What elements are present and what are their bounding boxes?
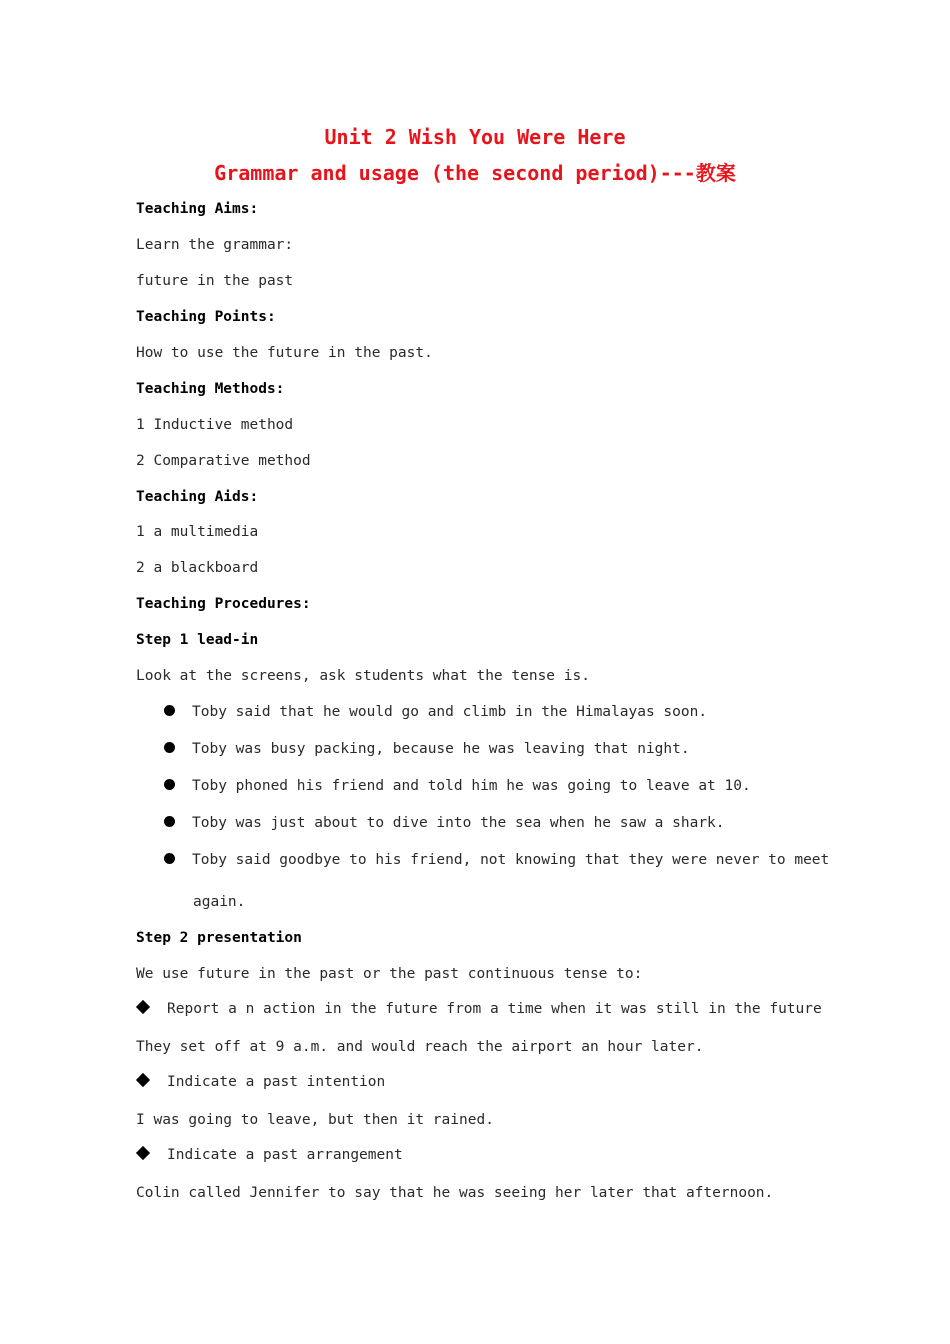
- procedures-heading: Teaching Procedures:: [136, 596, 311, 612]
- step1-bullet: [164, 739, 690, 759]
- aims-item: Learn the grammar:: [136, 237, 294, 253]
- step1-bullet-continuation: again.: [193, 894, 246, 910]
- bullet-dot-icon: [164, 853, 175, 864]
- step2-heading: Step 2 presentation: [136, 930, 302, 946]
- bullet-dot-icon: [164, 816, 175, 827]
- step1-bullet: [164, 702, 707, 722]
- step2-intro: We use future in the past or the past continuous tense to:: [136, 966, 643, 982]
- bullet-dot-icon: [164, 779, 175, 790]
- step1-bullet-text: Toby was busy packing, because he was leaving that night.: [192, 741, 690, 757]
- diamond-bullet-icon: [136, 1000, 150, 1014]
- step1-bullet-text: Toby was just about to dive into the sea when he saw a shark.: [192, 815, 725, 831]
- step1-heading: Step 1 lead-in: [136, 632, 259, 648]
- step2-use-label: Indicate a past arrangement: [167, 1147, 403, 1163]
- aids-item: 2 a blackboard: [136, 560, 259, 576]
- aims-heading: Teaching Aims:: [136, 201, 259, 217]
- step2-use: [138, 999, 822, 1019]
- bullet-dot-icon: [164, 705, 175, 716]
- bullet-dot-icon: [164, 742, 175, 753]
- step1-intro: Look at the screens, ask students what the tense is.: [136, 668, 590, 684]
- document-title: Unit 2 Wish You Were Here: [324, 125, 626, 149]
- step2-use: [138, 1145, 403, 1165]
- step2-use-label: Report a n action in the future from a time when it was still in the future: [167, 1001, 822, 1017]
- diamond-bullet-icon: [136, 1073, 150, 1087]
- document-subtitle: Grammar and usage (the second period)---教案: [214, 161, 736, 185]
- step2-use-label: Indicate a past intention: [167, 1074, 386, 1090]
- methods-item: 1 Inductive method: [136, 417, 294, 433]
- step2-example: They set off at 9 a.m. and would reach the airport an hour later.: [136, 1039, 704, 1055]
- step1-bullet-text: Toby phoned his friend and told him he was going to leave at 10.: [192, 778, 751, 794]
- points-heading: Teaching Points:: [136, 309, 276, 325]
- step1-bullet: [164, 813, 725, 833]
- step2-use: [138, 1072, 385, 1092]
- step1-bullet: [164, 776, 751, 796]
- methods-item: 2 Comparative method: [136, 453, 311, 469]
- step1-bullet: [164, 850, 829, 870]
- methods-heading: Teaching Methods:: [136, 381, 285, 397]
- aims-item: future in the past: [136, 273, 294, 289]
- diamond-bullet-icon: [136, 1146, 150, 1160]
- step2-example: I was going to leave, but then it rained.: [136, 1112, 494, 1128]
- step2-example: Colin called Jennifer to say that he was seeing her later that afternoon.: [136, 1185, 774, 1201]
- step1-bullet-text: Toby said that he would go and climb in the Himalayas soon.: [192, 704, 708, 720]
- points-item: How to use the future in the past.: [136, 345, 433, 361]
- aids-heading: Teaching Aids:: [136, 489, 259, 505]
- step1-bullet-text: Toby said goodbye to his friend, not knowing that they were never to meet: [192, 852, 830, 868]
- aids-item: 1 a multimedia: [136, 524, 259, 540]
